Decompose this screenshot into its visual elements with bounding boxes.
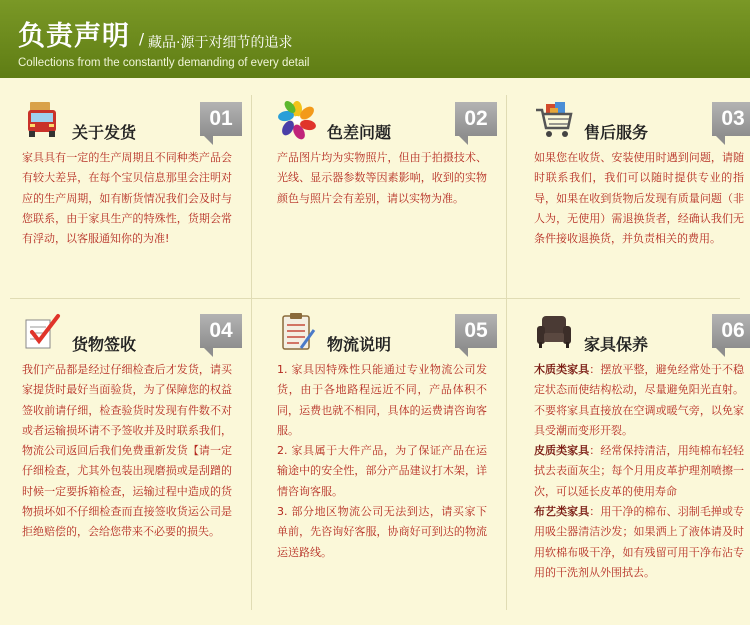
page-subtitle-english: Collections from the constantly demanding of every detail [18, 57, 310, 69]
card-receipt [22, 312, 250, 612]
card-number-badge: 03 [712, 102, 750, 136]
title-separator: / [139, 30, 145, 48]
card-title: 货物签收 [72, 335, 137, 354]
care-item-leather [534, 441, 744, 502]
clipboard-icon [277, 312, 317, 352]
care-item-wood [534, 360, 744, 441]
card-title: 物流说明 [327, 335, 392, 354]
card-title: 关于发货 [72, 123, 137, 142]
column-divider [506, 95, 507, 610]
header-banner [0, 0, 750, 78]
page-subtitle: 藏品·源于对细节的追求 [148, 35, 293, 51]
care-item-text: ：经常保持清洁，用纯棉布轻轻拭去表面灰尘；每个月用皮革护理剂喷擦一次，可以延长皮革的使用寿命 [534, 444, 745, 498]
card-title: 售后服务 [584, 123, 649, 142]
card-after-sales [534, 100, 750, 290]
care-item-label: 布艺类家具 [534, 505, 590, 519]
card-number-badge: 05 [455, 314, 497, 348]
logistics-item: 3. 部分地区物流公司无法到达，请买家下单前，先咨询好客服，协商好可到达的物流运送路线。 [277, 505, 487, 559]
page-title: 负责声明 [18, 21, 130, 52]
column-divider [251, 95, 252, 610]
care-item-fabric [534, 502, 744, 583]
card-title: 家具保养 [584, 335, 649, 354]
card-body: 产品图片均为实物照片，但由于拍摄技术、光线、显示器参数等因素影响，收到的实物颜色与照片会有差别，请以实物为准。 [277, 151, 487, 205]
logistics-item: 1. 家具因特殊性只能通过专业物流公司发货，由于各地路程远近不同，产品体积不同，运费也就不相同，具体的运费请咨询客服。 [277, 363, 487, 437]
card-title: 色差问题 [327, 123, 392, 142]
card-shipping [22, 100, 250, 290]
shopping-cart-icon [534, 100, 574, 140]
care-item-label: 木质类家具 [534, 363, 590, 376]
card-number-badge: 02 [455, 102, 497, 136]
card-body: 家具具有一定的生产周期且不同种类产品会有较大差异，在每个宝贝信息那里会注明对应的生产周期，如有断货情况我们会及时与您联系，由于家具生产的特殊性，货期会常有浮动，以客服通知你的为准! [22, 151, 232, 246]
card-number-badge: 01 [200, 102, 242, 136]
color-wheel-icon [277, 100, 317, 140]
card-number-badge: 04 [200, 314, 242, 348]
row-divider [10, 298, 740, 299]
card-furniture-care [534, 312, 750, 612]
card-body: 如果您在收货、安装使用时遇到问题，请随时联系我们，我们可以随时提供专业的指导，如果在收到货物后发现有质量问题（非人为，无使用）需退换货者，经确认我们无条件接收退换货，并负责相关的费用。 [534, 151, 744, 246]
card-body [277, 360, 487, 563]
armchair-icon [534, 312, 574, 352]
checklist-icon [22, 312, 62, 352]
delivery-truck-icon [22, 100, 62, 140]
card-color-difference [277, 100, 505, 290]
care-item-text: ：摆放平整，避免经常处于不稳定状态而使结构松动，尽量避免阳光直射。不要将家具直接放在空调或暖气旁，以免家具受潮而变形开裂。 [534, 363, 745, 437]
logistics-item: 2. 家具属于大件产品，为了保证产品在运输途中的安全性，部分产品建议打木架，详情咨询客服。 [277, 444, 487, 498]
card-number-badge: 06 [712, 314, 750, 348]
care-item-label: 皮质类家具 [534, 444, 590, 458]
card-body: 我们产品都是经过仔细检查后才发货，请买家提货时最好当面验货，为了保障您的权益签收前请仔细，检查验货时发现有件数不对或者运输损坏请不予签收并及时联系我们，物流公司返回后我们免费重新发货【请一定仔细检查，尤其外包装出现磨损或是刮蹭的时候一定要拆箱检查，运输过程中造成的货物损坏如不仔细检查而直接签收货运公司是拒绝赔偿的，会给您带来不必要的损失。 [22, 363, 232, 539]
card-body [534, 360, 744, 583]
care-item-text: ：用干净的棉布、羽制毛掸或专用吸尘器清洁沙发；如果洒上了液体请及时用软棉布吸干净，如有残留可用干净布沾专用的干洗剂从外围拭去。 [534, 505, 745, 579]
card-logistics [277, 312, 505, 612]
